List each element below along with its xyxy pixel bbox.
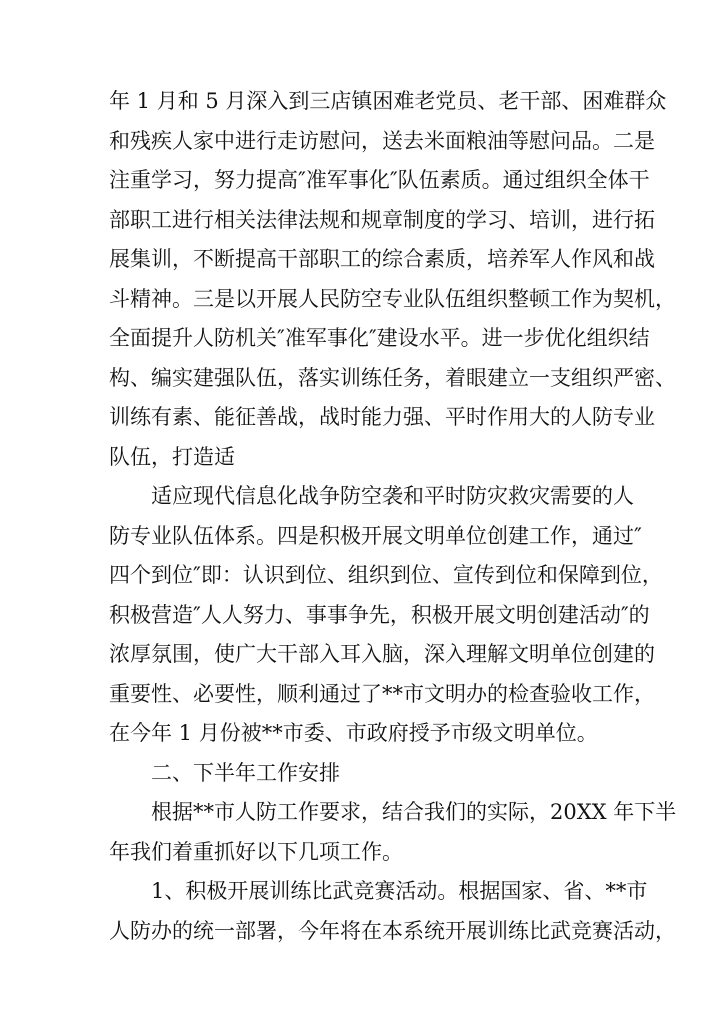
text-line: 二、下半年工作安排: [151, 760, 340, 785]
text-line: 训练有素、能征善战，战时能力强、平时作用大的人防专业: [109, 405, 655, 429]
text-line: 斗精神。三是以开展人民防空专业队伍组织整顿工作为契机，: [109, 286, 676, 311]
text-line: 年 1 月和 5 月深入到三店镇困难老党员、老干部、困难群众: [109, 89, 667, 113]
text-line: 人防办的统一部署，今年将在本系统开展训练比武竞赛活动，: [109, 918, 676, 943]
text-line: 积极营造″人人努力、事事争先，积极开展文明创建活动″的: [109, 602, 650, 627]
text-line: 适应现代信息化战争防空袭和平时防灾救灾需要的人: [151, 484, 634, 508]
text-line: 全面提升人防机关″准军事化″建设水平。进一步优化组织结: [109, 326, 650, 350]
text-line: 注重学习，努力提高″准军事化″队伍素质。通过组织全体干: [109, 168, 650, 192]
text-line: 浓厚氛围，使广大干部入耳入脑，深入理解文明单位创建的: [109, 642, 655, 666]
text-line: 部职工进行相关法律法规和规章制度的学习、培训，进行拓: [109, 207, 655, 232]
text-line: 和残疾人家中进行走访慰问，送去米面粮油等慰问品。二是: [109, 128, 655, 153]
text-line: 1、积极开展训练比武竞赛活动。根据国家、省、**市: [151, 879, 648, 903]
text-line: 防专业队伍体系。四是积极开展文明单位创建工作，通过″: [109, 523, 642, 548]
text-line: 构、编实建强队伍，落实训练任务，着眼建立一支组织严密、: [109, 365, 676, 390]
text-line: 在今年 1 月份被**市委、市政府授予市级文明单位。: [109, 721, 598, 745]
text-line: 展集训，不断提高干部职工的综合素质，培养军人作风和战: [109, 247, 655, 271]
text-line: 根据**市人防工作要求，结合我们的实际，20XX 年下半: [151, 800, 677, 824]
text-line: 重要性、必要性，顺利通过了**市文明办的检查验收工作，: [109, 681, 655, 706]
document-body: [109, 82, 677, 951]
text-line: 队伍，打造适: [109, 444, 235, 469]
text-line: 四个到位″即：认识到位、组织到位、宣传到位和保障到位，: [109, 563, 663, 587]
text-line: 年我们着重抓好以下几项工作。: [109, 839, 403, 864]
